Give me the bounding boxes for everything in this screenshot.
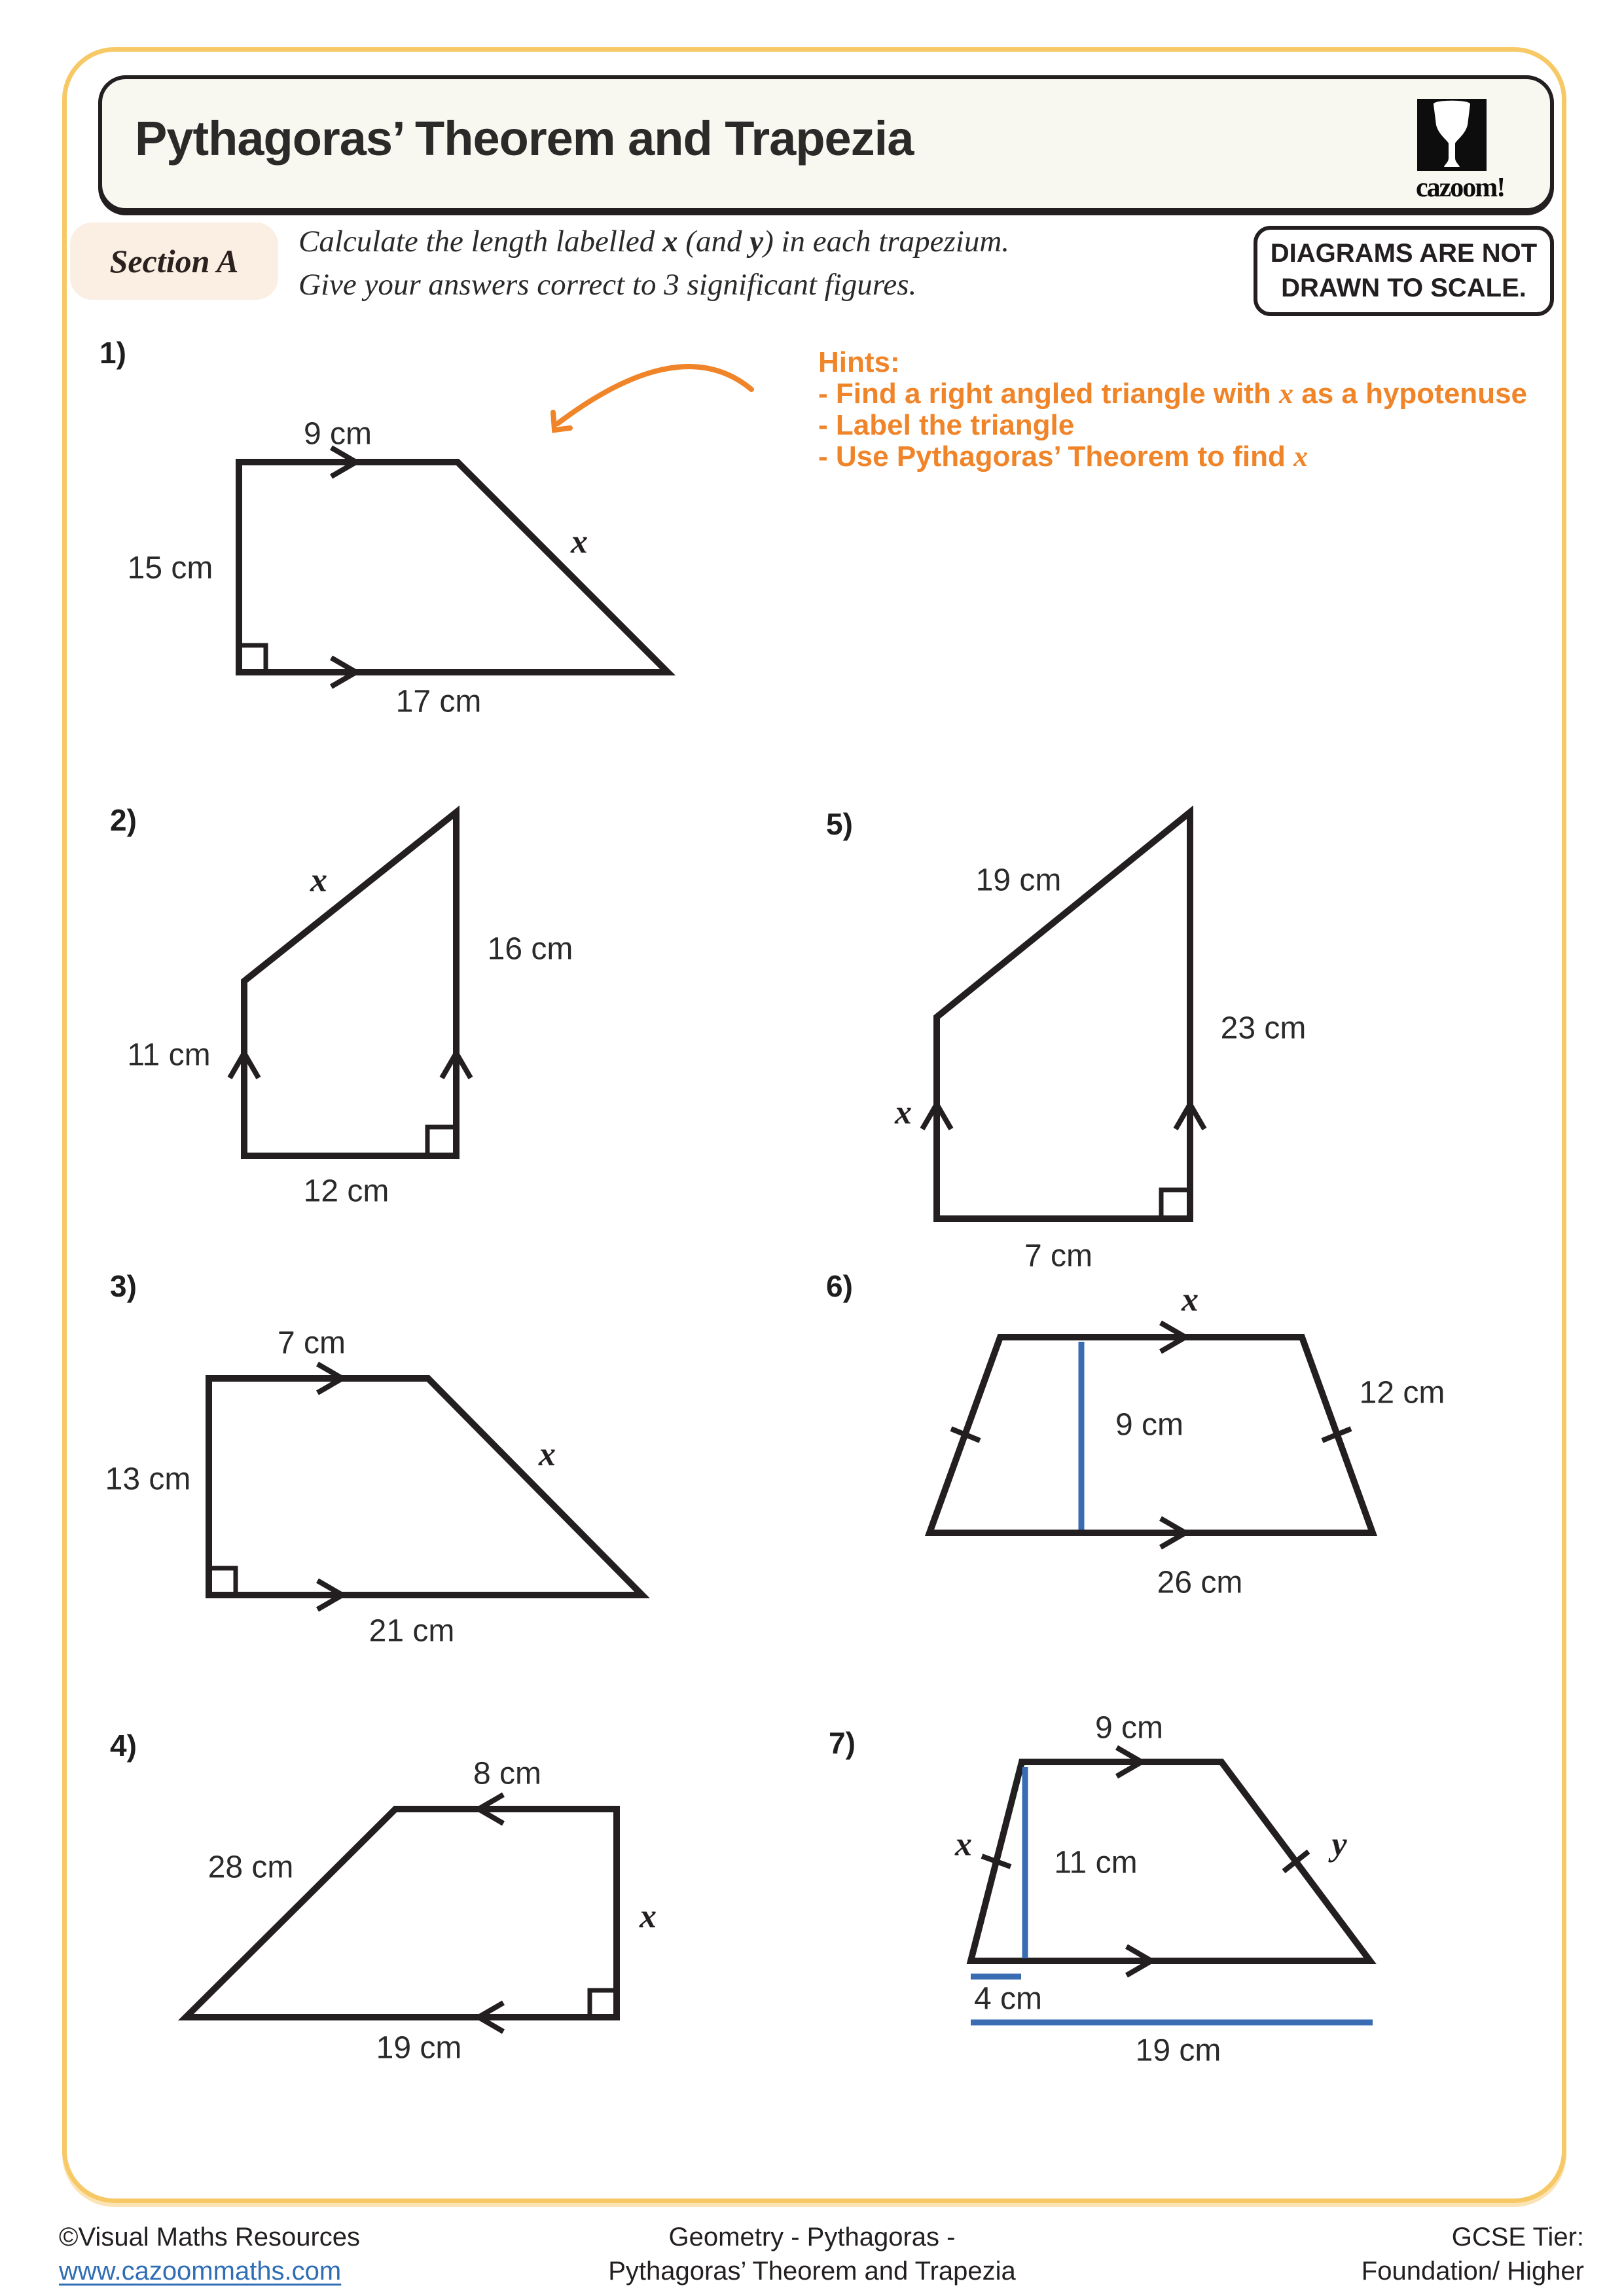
- page-title: Pythagoras’ Theorem and Trapezia: [135, 111, 914, 166]
- hints-heading: Hints:: [818, 346, 900, 378]
- footer-tier-label: GCSE Tier:: [1451, 2223, 1584, 2251]
- footer-topic-line-2: Pythagoras’ Theorem and Trapezia: [608, 2257, 1016, 2286]
- problem-6-number: 6): [826, 1269, 853, 1303]
- logo-wordmark: cazoom!: [1416, 173, 1505, 203]
- p2-left-length-label: 11 cm: [127, 1037, 211, 1073]
- p1-top-length-label: 9 cm: [303, 416, 372, 452]
- instructions-line-1: Calculate the length labelled x (and y) in each trapezium.: [298, 224, 1010, 259]
- scale-note-line-2: DRAWN TO SCALE.: [1281, 274, 1526, 302]
- p3-bottom-length-label: 21 cm: [369, 1613, 455, 1649]
- p3-hypotenuse-x-label: x: [539, 1435, 556, 1473]
- instructions-line-2: Give your answers correct to 3 significant figures.: [298, 268, 917, 302]
- trapezium-5-figure: [922, 812, 1204, 1219]
- p7-left-x-label: x: [955, 1825, 972, 1863]
- hint-arrow: [553, 367, 751, 430]
- footer-topic-line-1: Geometry - Pythagoras -: [668, 2223, 956, 2251]
- p4-top-length-label: 8 cm: [473, 1756, 542, 1791]
- trapezium-1-figure: [239, 448, 668, 687]
- p2-hypotenuse-x-label: x: [310, 861, 327, 899]
- p7-right-y-label: y: [1331, 1825, 1347, 1863]
- scale-note-line-1: DIAGRAMS ARE NOT: [1270, 239, 1538, 268]
- p7-top-length-label: 9 cm: [1094, 1710, 1164, 1746]
- right-angle-icon: [590, 1990, 617, 2017]
- right-angle-icon: [239, 645, 266, 672]
- p3-left-length-label: 13 cm: [105, 1462, 191, 1497]
- problem-1-number: 1): [99, 336, 126, 370]
- p7-offset-length-label: 4 cm: [973, 1981, 1043, 2017]
- problem-5-number: 5): [826, 807, 853, 841]
- p6-bottom-length-label: 26 cm: [1157, 1565, 1243, 1600]
- right-angle-icon: [427, 1127, 456, 1156]
- p5-right-length-label: 23 cm: [1220, 1011, 1307, 1046]
- footer-copyright: ©Visual Maths Resources: [59, 2223, 361, 2251]
- trapezium-2-figure: [230, 812, 471, 1156]
- p4-slant-length-label: 28 cm: [208, 1850, 294, 1885]
- p1-hypotenuse-x-label: x: [571, 523, 588, 561]
- p2-bottom-length-label: 12 cm: [303, 1174, 389, 1209]
- right-angle-icon: [1161, 1190, 1190, 1219]
- trapezium-4-figure: [186, 1795, 617, 2032]
- p6-top-x-label: x: [1182, 1281, 1199, 1319]
- p5-bottom-length-label: 7 cm: [1024, 1238, 1093, 1274]
- footer-website-link[interactable]: www.cazoommaths.com: [59, 2257, 342, 2286]
- p7-base-length-label: 19 cm: [1135, 2033, 1221, 2068]
- footer: [0, 2211, 1624, 2296]
- footer-tier-value: Foundation/ Higher: [1361, 2257, 1584, 2286]
- hint-item-2: - Label the triangle: [818, 409, 1075, 441]
- p1-bottom-length-label: 17 cm: [395, 684, 482, 719]
- p2-right-length-label: 16 cm: [487, 931, 573, 967]
- right-angle-icon: [209, 1568, 236, 1595]
- p7-height-length-label: 11 cm: [1054, 1845, 1138, 1880]
- p1-left-length-label: 15 cm: [127, 550, 213, 586]
- problem-4-number: 4): [110, 1729, 137, 1763]
- p3-top-length-label: 7 cm: [277, 1325, 346, 1361]
- p6-slant-length-label: 12 cm: [1359, 1375, 1445, 1410]
- trapezium-3-figure: [209, 1364, 642, 1609]
- problem-2-number: 2): [110, 803, 137, 837]
- var-x: x: [662, 224, 678, 259]
- p5-slant-length-label: 19 cm: [975, 863, 1062, 898]
- var-y: y: [749, 224, 764, 259]
- hint-item-1: - Find a right angled triangle with x as a hypotenuse: [818, 378, 1528, 410]
- problem-7-number: 7): [829, 1726, 856, 1760]
- p4-bottom-length-label: 19 cm: [376, 2030, 462, 2066]
- p5-left-x-label: x: [895, 1094, 912, 1132]
- problem-3-number: 3): [110, 1269, 137, 1303]
- hint-item-3: - Use Pythagoras’ Theorem to find x: [818, 440, 1308, 473]
- section-a-label: Section A: [109, 243, 239, 279]
- p4-right-x-label: x: [640, 1897, 657, 1935]
- p6-height-length-label: 9 cm: [1115, 1407, 1184, 1443]
